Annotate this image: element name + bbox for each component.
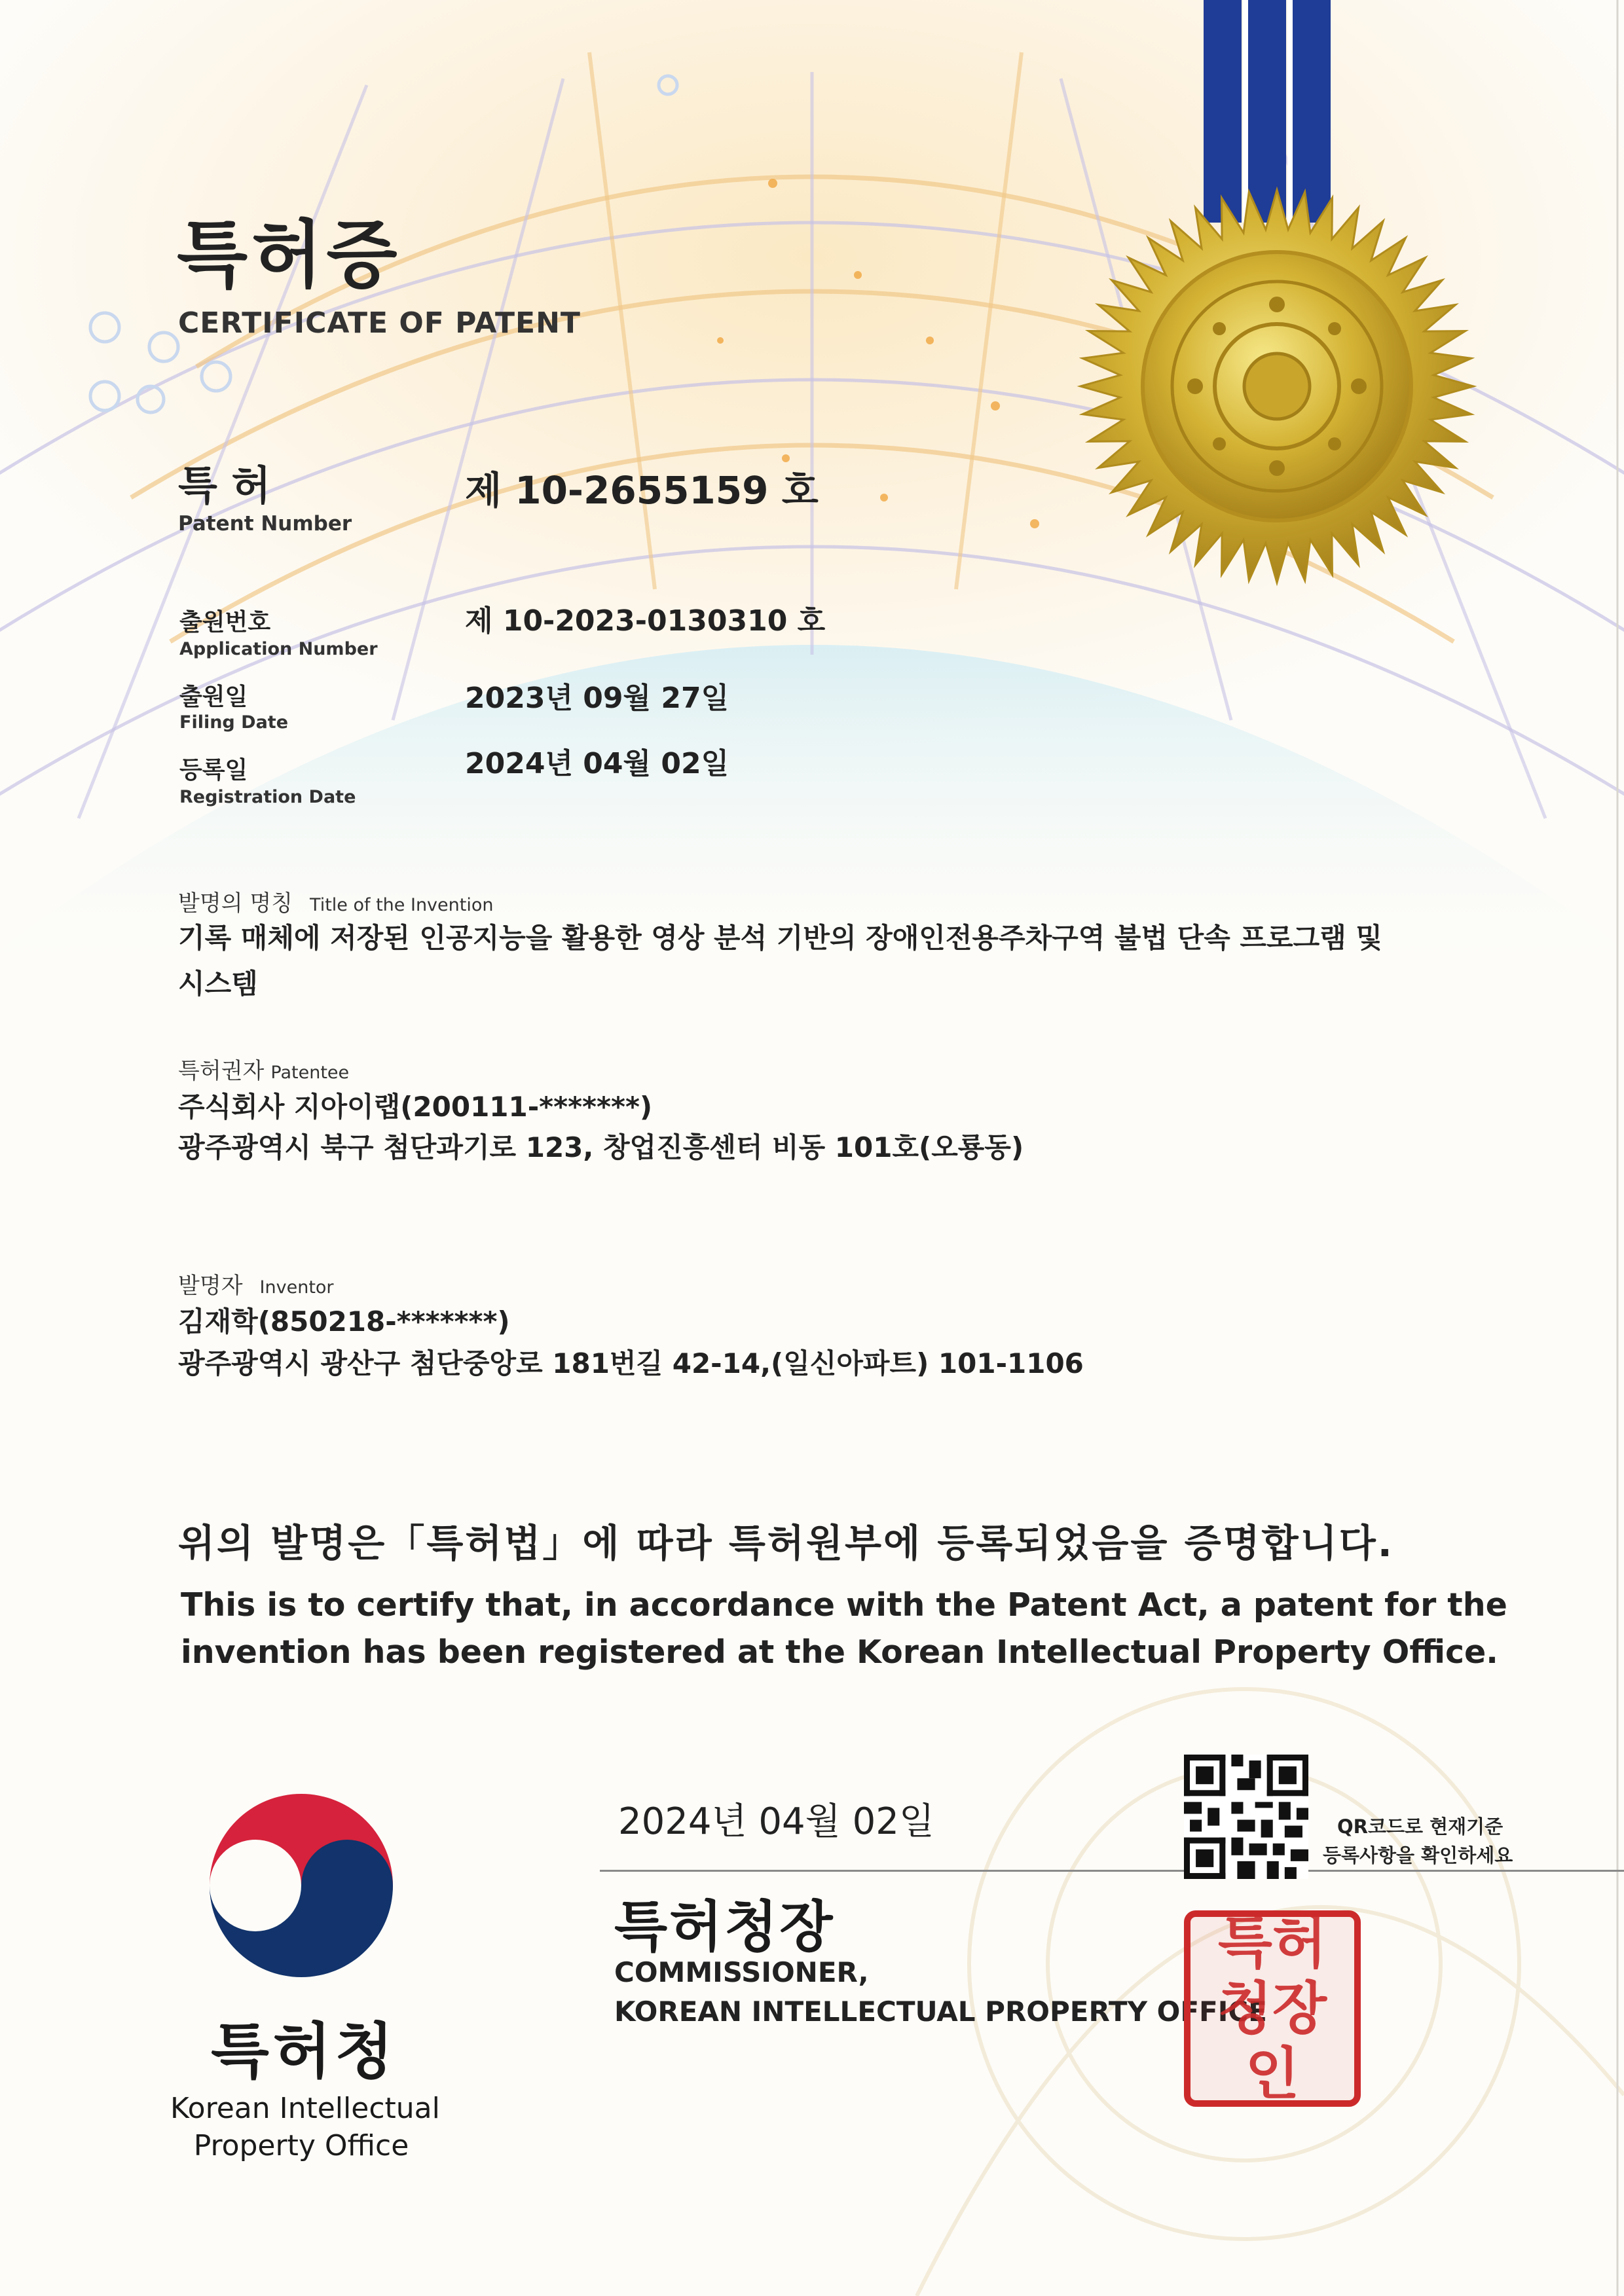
qr-note-line2: 등록사항을 확인하세요 bbox=[1323, 1844, 1513, 1867]
kipo-name-ko: 특허청 bbox=[211, 2016, 397, 2086]
invention-label bbox=[178, 885, 493, 917]
issue-date: 2024년 04월 02일 bbox=[618, 1800, 934, 1843]
invention-label-en: Title of the Invention bbox=[310, 895, 494, 915]
official-stamp-text: 특허청장인 bbox=[1217, 1910, 1327, 2107]
certification-statement-en-line2: invention has been registered at the Korean Intellectual Property Office. bbox=[181, 1633, 1498, 1671]
patentee-label bbox=[178, 1053, 349, 1085]
filing-date-label-ko: 출원일 bbox=[179, 683, 248, 710]
patentee-name: 주식회사 지아이랩(200111-*******) bbox=[178, 1091, 653, 1123]
qr-note-line1: QR코드로 현재기준 bbox=[1337, 1815, 1504, 1838]
invention-label-ko: 발명의 명칭 bbox=[178, 890, 293, 917]
patentee-label-ko: 특허권자 bbox=[178, 1058, 265, 1084]
registration-date-value: 2024년 04월 02일 bbox=[465, 747, 729, 780]
certificate-title-en: CERTIFICATE OF PATENT bbox=[178, 306, 581, 340]
certification-statement-en-line1: This is to certify that, in accordance with the Patent Act, a patent for the bbox=[181, 1586, 1507, 1624]
commissioner-title-en-line2: KOREAN INTELLECTUAL PROPERTY OFFICE bbox=[614, 1995, 1267, 2028]
inventor-label-ko: 발명자 bbox=[178, 1273, 243, 1299]
application-number-value: 제 10-2023-0130310 호 bbox=[465, 604, 826, 638]
filing-date-label-en: Filing Date bbox=[179, 712, 289, 733]
commissioner-title-ko: 특허청장 bbox=[614, 1895, 835, 1959]
invention-title-line2: 시스템 bbox=[178, 968, 258, 1000]
inventor-label-en: Inventor bbox=[259, 1277, 334, 1298]
ribbon-stripe bbox=[1243, 0, 1248, 223]
ribbon-left bbox=[1204, 0, 1242, 223]
application-number-label-ko: 출원번호 bbox=[179, 609, 271, 636]
commissioner-title-en-line1: COMMISSIONER, bbox=[614, 1956, 869, 1988]
qr-code-icon[interactable] bbox=[1184, 1755, 1308, 1879]
kipo-name-en-line1: Korean Intellectual bbox=[170, 2092, 440, 2125]
certification-statement-ko: 위의 발명은「특허법」에 따라 특허원부에 등록되었음을 증명합니다. bbox=[178, 1521, 1394, 1565]
kipo-name-en-line2: Property Office bbox=[193, 2129, 409, 2162]
patent-number-value: 제 10-2655159 호 bbox=[465, 468, 819, 513]
ribbon-middle bbox=[1248, 0, 1286, 223]
inventor-label bbox=[178, 1267, 334, 1300]
application-number-label-en: Application Number bbox=[179, 639, 378, 659]
patentee-address: 광주광역시 북구 첨단과기로 123, 창업진흥센터 비동 101호(오룡동) bbox=[178, 1131, 1024, 1163]
certificate-title-ko: 특허증 bbox=[177, 213, 401, 298]
registration-date-label-ko: 등록일 bbox=[179, 757, 248, 784]
signature-divider bbox=[600, 1870, 1624, 1872]
inventor-name: 김재학(850218-*******) bbox=[178, 1305, 510, 1338]
ribbon-right bbox=[1293, 0, 1331, 223]
patent-number-label-ko: 특 허 bbox=[178, 462, 271, 509]
patent-number-label-en: Patent Number bbox=[178, 512, 352, 536]
invention-title-line1: 기록 매체에 저장된 인공지능을 활용한 영상 분석 기반의 장애인전용주차구역 불법 단속 프로그램 및 bbox=[178, 922, 1382, 954]
patentee-label-en: Patentee bbox=[270, 1063, 350, 1083]
inventor-address: 광주광역시 광산구 첨단중앙로 181번길 42-14,(일신아파트) 101-1106 bbox=[178, 1347, 1084, 1379]
official-stamp bbox=[1184, 1910, 1361, 2107]
kipo-taeguk-logo-icon bbox=[203, 1787, 399, 1984]
registration-date-label-en: Registration Date bbox=[179, 787, 356, 807]
ribbon-stripe bbox=[1287, 0, 1293, 223]
filing-date-value: 2023년 09월 27일 bbox=[465, 682, 729, 715]
